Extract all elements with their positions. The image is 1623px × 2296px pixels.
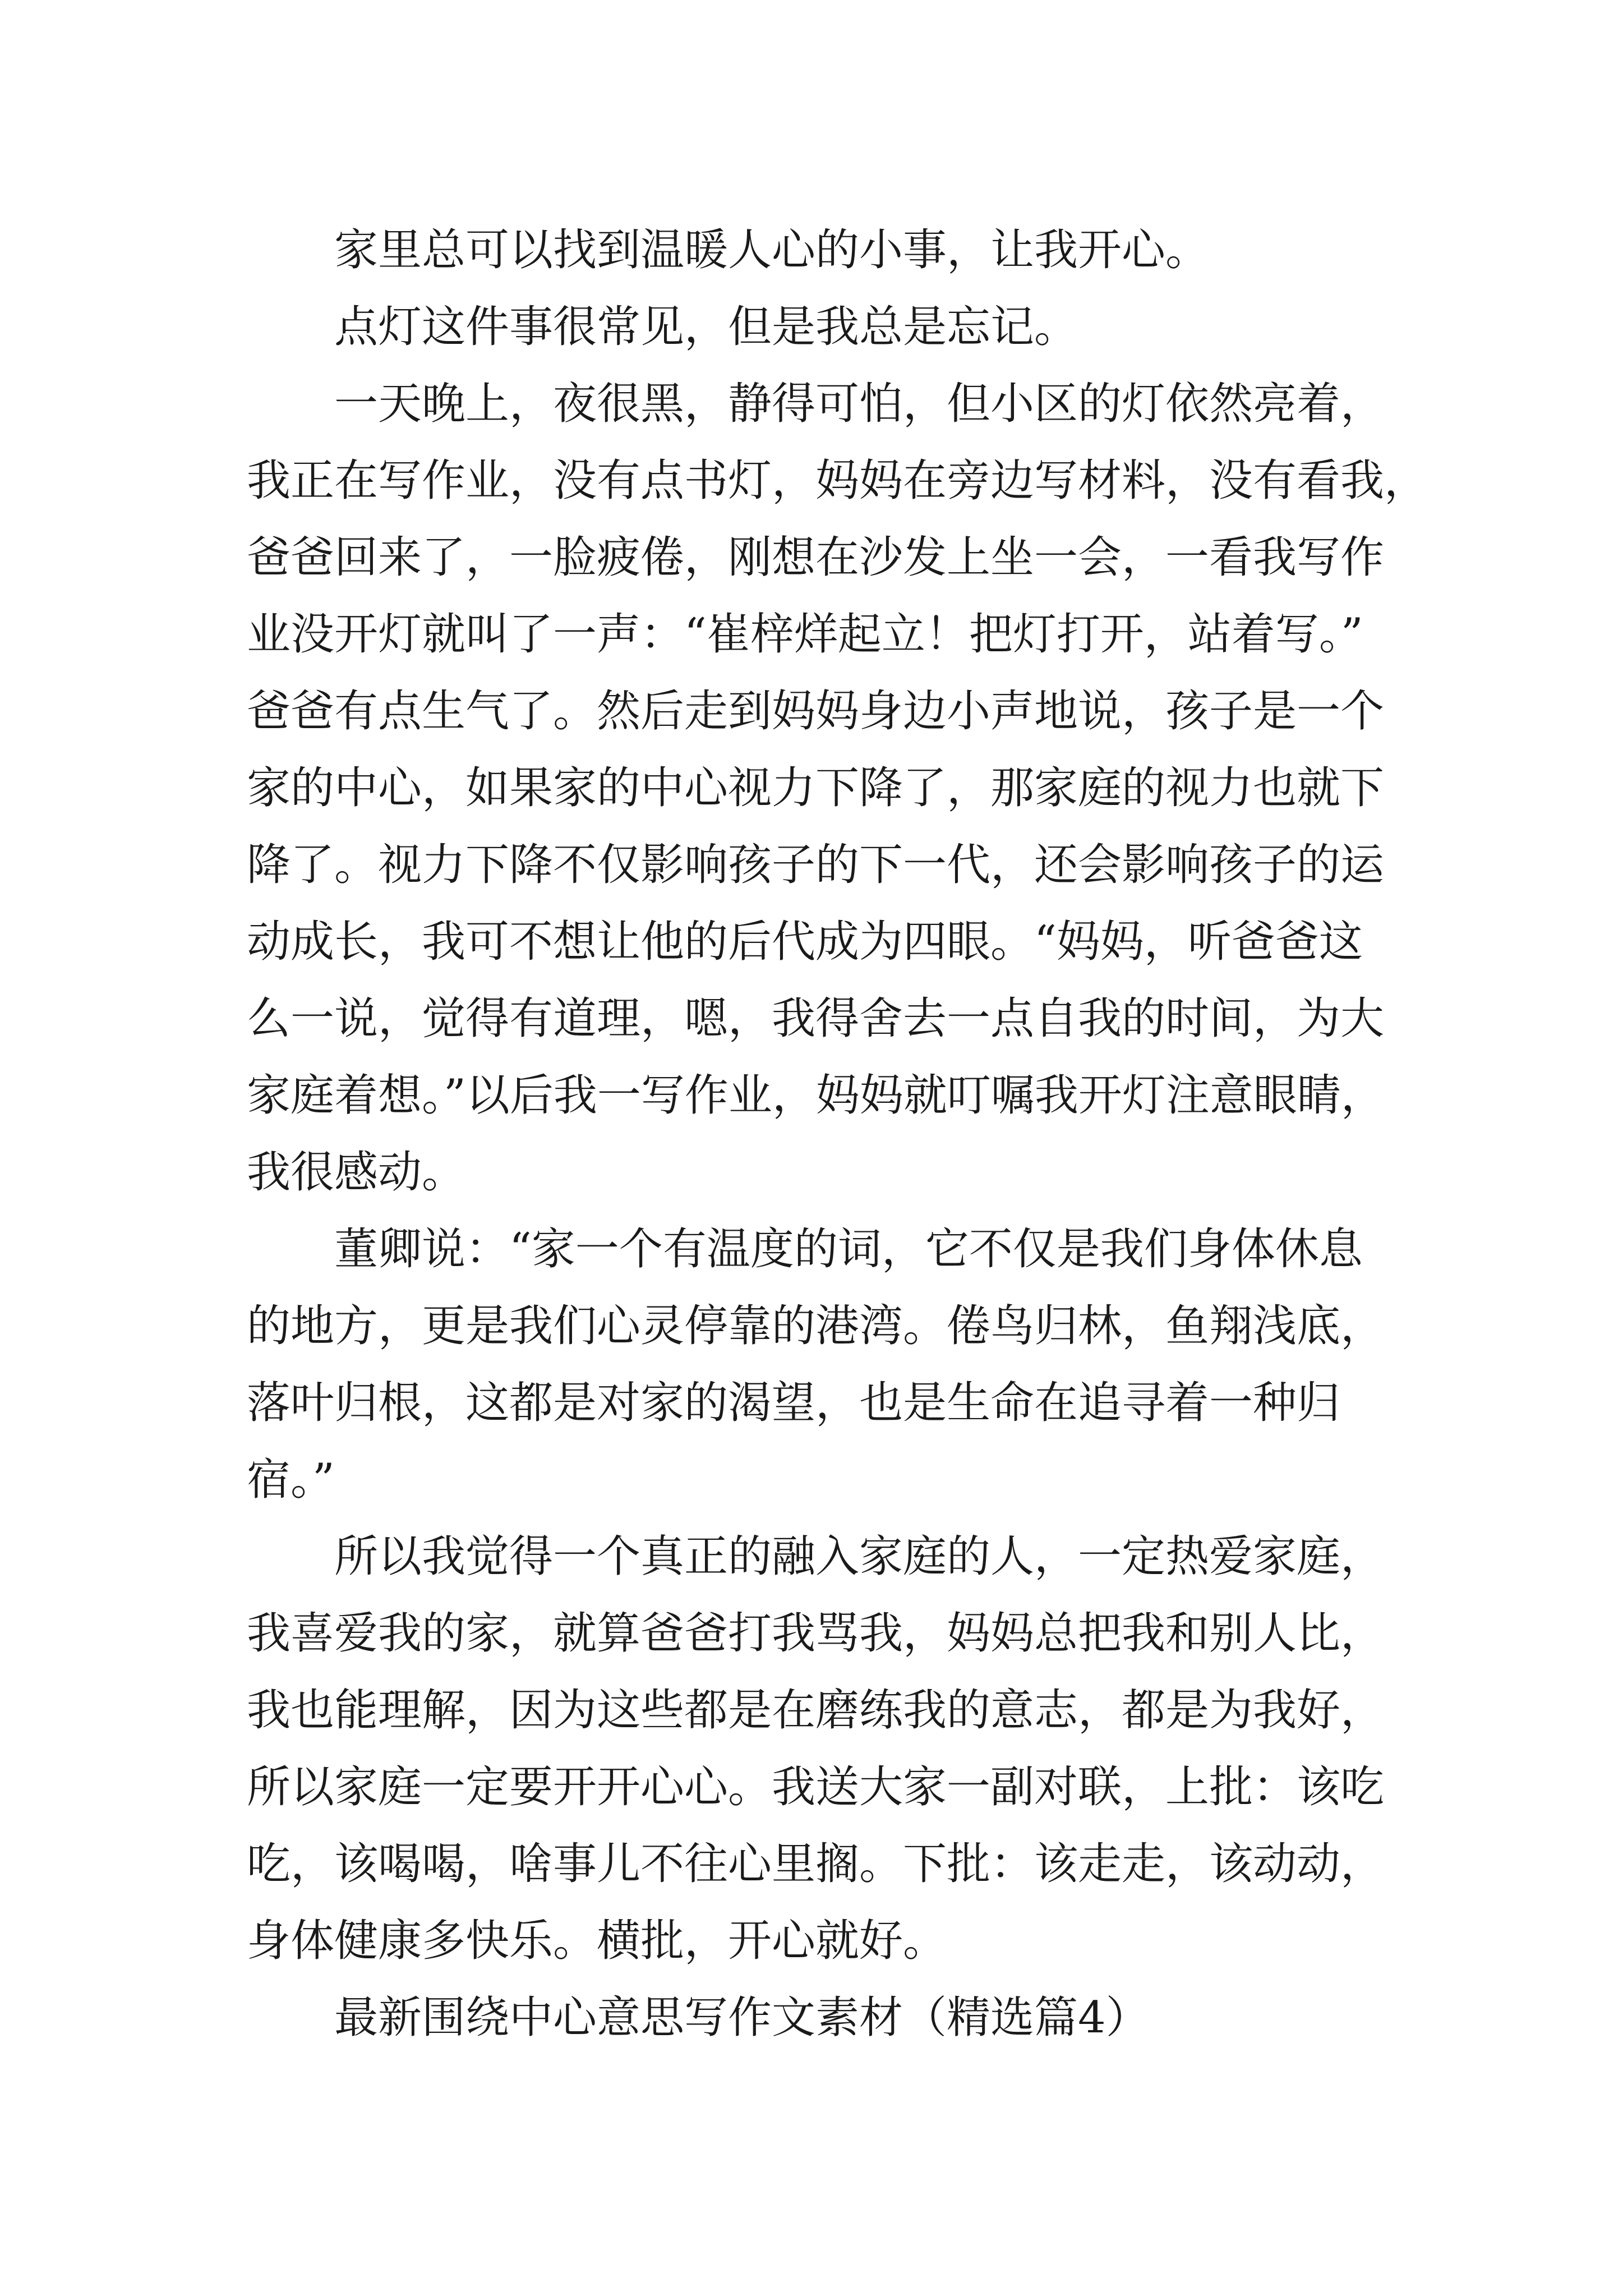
text-line: 业没开灯就叫了一声：“崔梓烊起立！把灯打开，站着写。” <box>247 609 1363 660</box>
text-line: 宿。” <box>247 1455 335 1505</box>
section-heading <box>247 1980 1394 2056</box>
text-line: 么一说，觉得有道理，嗯，我得舍去一点自我的时间，为大 <box>247 993 1385 1044</box>
document-body <box>247 212 1428 2056</box>
text-line: 所以我觉得一个真正的融入家庭的人，一定热爱家庭， <box>334 1531 1385 1582</box>
text-line: 我也能理解，因为这些都是在磨练我的意志，都是为我好， <box>247 1685 1385 1736</box>
text-line: 落叶归根，这都是对家的渴望，也是生命在追寻着一种归 <box>247 1378 1341 1428</box>
text-line: 家的中心，如果家的中心视力下降了，那家庭的视力也就下 <box>247 763 1385 813</box>
paragraph-1 <box>247 212 1394 289</box>
text-line: 点灯这件事很常见，但是我总是忘记。 <box>334 302 1078 352</box>
text-line: 爸爸有点生气了。然后走到妈妈身边小声地说，孩子是一个 <box>247 686 1385 737</box>
text-line: 一天晚上，夜很黑，静得可怕，但小区的灯依然亮着， <box>334 379 1385 429</box>
text-line: 的地方，更是我们心灵停靠的港湾。倦鸟归林，鱼翔浅底， <box>247 1301 1385 1351</box>
text-line: 我正在写作业，没有点书灯，妈妈在旁边写材料，没有看我， <box>247 455 1428 506</box>
text-line: 所以家庭一定要开开心心。我送大家一副对联，上批：该吃 <box>247 1762 1385 1812</box>
paragraph-3 <box>247 366 1428 1211</box>
text-line: 动成长，我可不想让他的后代成为四眼。“妈妈，听爸爸这 <box>247 917 1363 967</box>
text-line: 最新围绕中心意思写作文素材（精选篇4） <box>334 1993 1150 2043</box>
paragraph-5 <box>247 1519 1394 1980</box>
text-line: 身体健康多快乐。横批，开心就好。 <box>247 1916 947 1966</box>
text-line: 董卿说：“家一个有温度的词，它不仅是我们身体休息 <box>334 1224 1363 1274</box>
paragraph-4 <box>247 1211 1394 1519</box>
text-line: 我很感动。 <box>247 1147 466 1198</box>
text-line: 家里总可以找到温暖人心的小事，让我开心。 <box>334 225 1210 275</box>
text-line: 降了。视力下降不仅影响孩子的下一代，还会影响孩子的运 <box>247 840 1385 890</box>
paragraph-2 <box>247 289 1394 366</box>
text-line: 家庭着想。”以后我一写作业，妈妈就叮嘱我开灯注意眼睛， <box>247 1070 1385 1121</box>
text-line: 我喜爱我的家，就算爸爸打我骂我，妈妈总把我和别人比， <box>247 1608 1385 1659</box>
text-line: 爸爸回来了，一脸疲倦，刚想在沙发上坐一会，一看我写作 <box>247 532 1385 583</box>
text-line: 吃，该喝喝，啥事儿不往心里搁。下批：该走走，该动动， <box>247 1839 1385 1889</box>
